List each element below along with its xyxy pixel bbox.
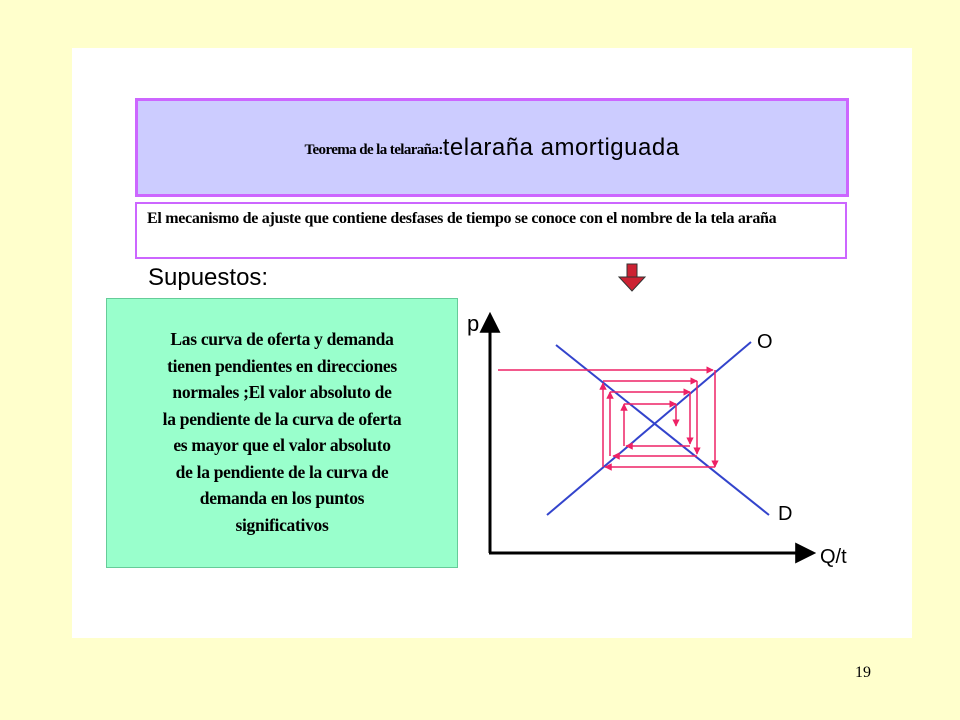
x-axis-label: Q/t: [820, 546, 847, 568]
title-prefix: Teorema de la telaraña:: [304, 142, 443, 158]
supuestos-label: Supuestos:: [148, 264, 269, 291]
down-arrow-icon: [619, 264, 645, 291]
supply-label: O: [757, 331, 773, 353]
demand-label: D: [778, 503, 793, 525]
y-axis-label: p: [467, 311, 480, 336]
description-text: El mecanismo de ajuste que contiene desfases de tiempo se conoce con el nombre de la tela araña: [147, 210, 777, 227]
page-number: 19: [855, 664, 871, 681]
supply-curve: [547, 342, 751, 515]
assumptions-text: Las curva de oferta y demanda tienen pendientes en direcciones normales ;El valor absoluto de la pendiente de la curva de oferta es mayor que el valor absoluto de la pendiente de la curva de demanda en los puntos significativos: [162, 329, 402, 535]
title-main: telaraña amortiguada: [442, 133, 680, 161]
